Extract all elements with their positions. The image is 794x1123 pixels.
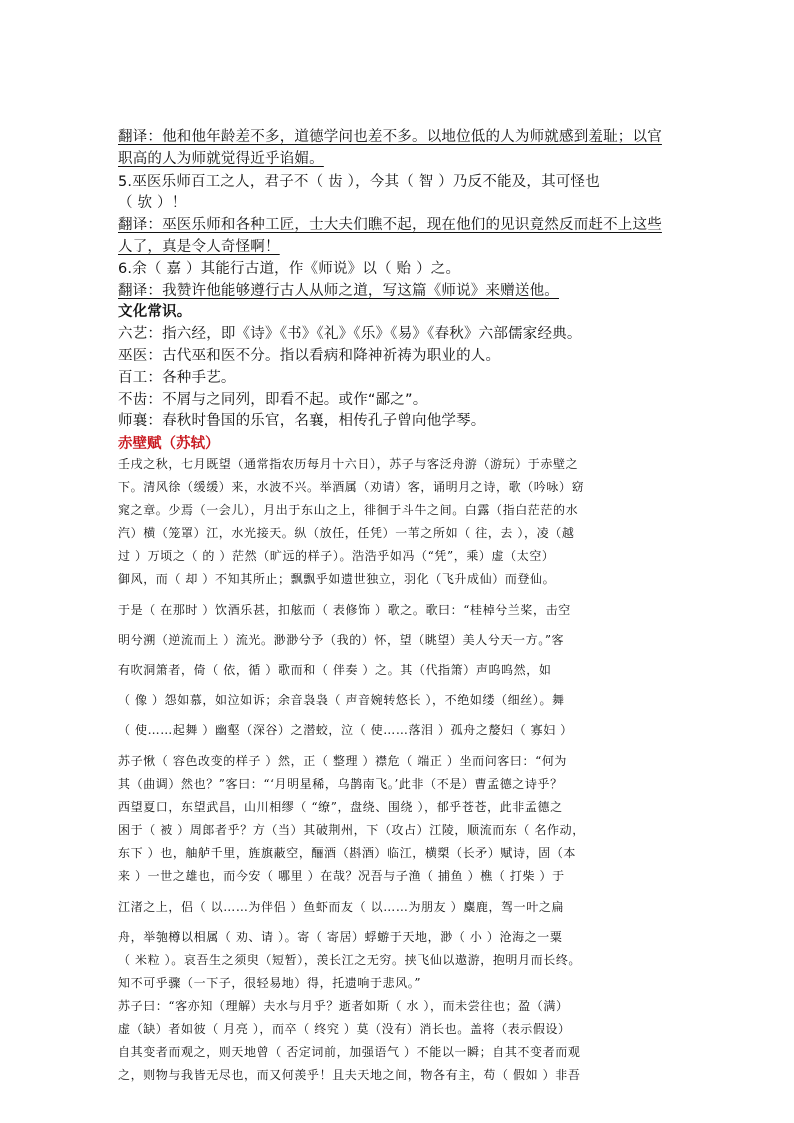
- text-line: 不齿：不屑与之同列，即看不起。或作“鄙之”。: [118, 392, 428, 408]
- text-line: 过 ）万顷之（ 的 ）茫然（旷远的样子）。浩浩乎如冯（“凭”，乘）虚（太空）: [118, 549, 555, 563]
- text-line: 百工：各种手艺。: [118, 370, 236, 386]
- text-line: 文化常识。: [118, 304, 192, 320]
- section-heading: 赤壁赋（苏轼）: [118, 436, 220, 452]
- text-line: 苏子曰：“客亦知（理解）夫水与月乎？逝者如斯（ 水 ），而未尝往也；盈（满）: [118, 999, 569, 1013]
- text-line: 6.余（ 嘉 ）其能行古道，作《师说》以（ 贻 ）之。: [118, 261, 461, 277]
- text-line: 东下 ）也，舳舻千里，旌旗蔽空，酾酒（斟酒）临江，横槊（长矛）赋诗，固（本: [118, 846, 577, 860]
- text-line: 苏子愀（ 容色改变的样子 ）然，正（ 整理 ）襟危（ 端正 ）坐而问客曰：“何为: [118, 754, 568, 768]
- text-line: 虚（缺）者如彼（ 月亮 ），而卒（ 终究 ）莫（没有）消长也。盖将（表示假设）: [118, 1022, 571, 1036]
- text-line: 5.巫医乐师百工之人，君子不（ 齿 ），今其（ 智 ）乃反不能及，其可怪也: [118, 174, 600, 190]
- text-line: 西望夏口，东望武昌，山川相缪（ “缭”，盘绕、围绕 ），郁乎苍苍，此非孟德之: [118, 800, 563, 814]
- text-line: 翻译：我赞许他能够遵行古人从师之道，写这篇《师说》来赠送他。: [118, 283, 559, 299]
- text-line: （ 欤 ）！: [118, 195, 187, 211]
- text-line: 其（曲调）然也？”客曰：“‘月明星稀，乌鹊南飞。’此非（不是）曹孟德之诗乎？: [118, 777, 563, 791]
- text-line: 师襄：春秋时鲁国的乐官，名襄，相传孔子曾向他学琴。: [118, 413, 486, 429]
- text-line: 知不可乎骤（一下子，很轻易地）得，托遗响于悲风。”: [118, 976, 422, 990]
- text-line: 汽）横（笼罩）江，水光接天。纵（放任，任凭）一苇之所如（ 往，去 ），凌（越: [118, 526, 575, 540]
- text-line: 于是（ 在那时 ）饮酒乐甚，扣舷而（ 表修饰 ）歌之。歌曰：“桂棹兮兰桨，击空: [118, 603, 571, 617]
- text-line: 窕之章。少焉（一会儿），月出于东山之上，徘徊于斗牛之间。白露（指白茫茫的水: [118, 503, 579, 517]
- text-line: （ 米粒 ）。哀吾生之须臾（短暂），羡长江之无穷。挟飞仙以遨游，抱明月而长终。: [118, 953, 582, 967]
- text-line: 御风，而（ 却 ）不知其所止；飘飘乎如遗世独立，羽化（飞升成仙）而登仙。: [118, 572, 556, 586]
- text-line: 下。清风徐（缓缓）来，水波不兴。举酒属（劝请）客，诵明月之诗，歌（吟咏）窈: [118, 480, 585, 494]
- text-line: （ 像 ）怨如慕，如泣如诉；余音袅袅（ 声音婉转悠长 ），不绝如缕（细丝）。舞: [118, 693, 565, 707]
- text-line: （ 使……起舞 ）幽壑（深谷）之潜蛟，泣（ 使……落泪 ）孤舟之嫠妇（ 寡妇 ）: [118, 723, 573, 737]
- text-line: 有吹洞箫者，倚（ 依，循 ）歌而和（ 伴奏 ）之。其（代指箫）声呜呜然，如: [118, 663, 552, 677]
- text-line: 翻译：他和他年龄差不多，道德学问也差不多。以地位低的人为师就感到羞耻；以官: [118, 129, 662, 145]
- text-line: 人了，真是令人奇怪啊！: [118, 239, 280, 255]
- text-line: 舟，举匏樽以相属（ 劝、请 ）。寄（ 寄居）蜉蝣于天地，渺（ 小 ）沧海之一粟: [118, 930, 563, 944]
- text-line: 之，则物与我皆无尽也，而又何羡乎！且夫天地之间，物各有主，苟（ 假如 ）非吾: [118, 1068, 581, 1082]
- text-line: 翻译：巫医乐师和各种工匠，士大夫们瞧不起，现在他们的见识竟然反而赶不上这些: [118, 217, 662, 233]
- text-line: 江渚之上，侣（ 以……为伴侣 ）鱼虾而友（ 以……为朋友 ）麋鹿，驾一叶之扁: [118, 900, 565, 914]
- text-line: 明兮溯（逆流而上 ）流光。渺渺兮予（我的）怀，望（眺望）美人兮天一方。”客: [118, 633, 565, 647]
- text-line: 壬戌之秋，七月既望（通常指农历每月十六日），苏子与客泛舟游（游玩）于赤壁之: [118, 457, 579, 471]
- text-line: 来 ）一世之雄也，而今安（ 哪里 ）在哉？况吾与子渔（ 捕鱼 ）樵（ 打柴 ）于: [118, 869, 565, 883]
- text-line: 六艺：指六经，即《诗》《书》《礼》《乐》《易》《春秋》六部儒家经典。: [118, 326, 582, 342]
- text-line: 职高的人为师就觉得近乎谄媚。: [118, 151, 324, 167]
- text-line: 自其变者而观之，则天地曾（ 否定词前，加强语气 ）不能以一瞬；自其不变者而观: [118, 1045, 581, 1059]
- text-line: 困于（ 被 ）周郎者乎？方（当）其破荆州，下（攻占）江陵，顺流而东（ 名作动，: [118, 823, 585, 837]
- text-line: 巫医：古代巫和医不分。指以看病和降神祈祷为职业的人。: [118, 348, 501, 364]
